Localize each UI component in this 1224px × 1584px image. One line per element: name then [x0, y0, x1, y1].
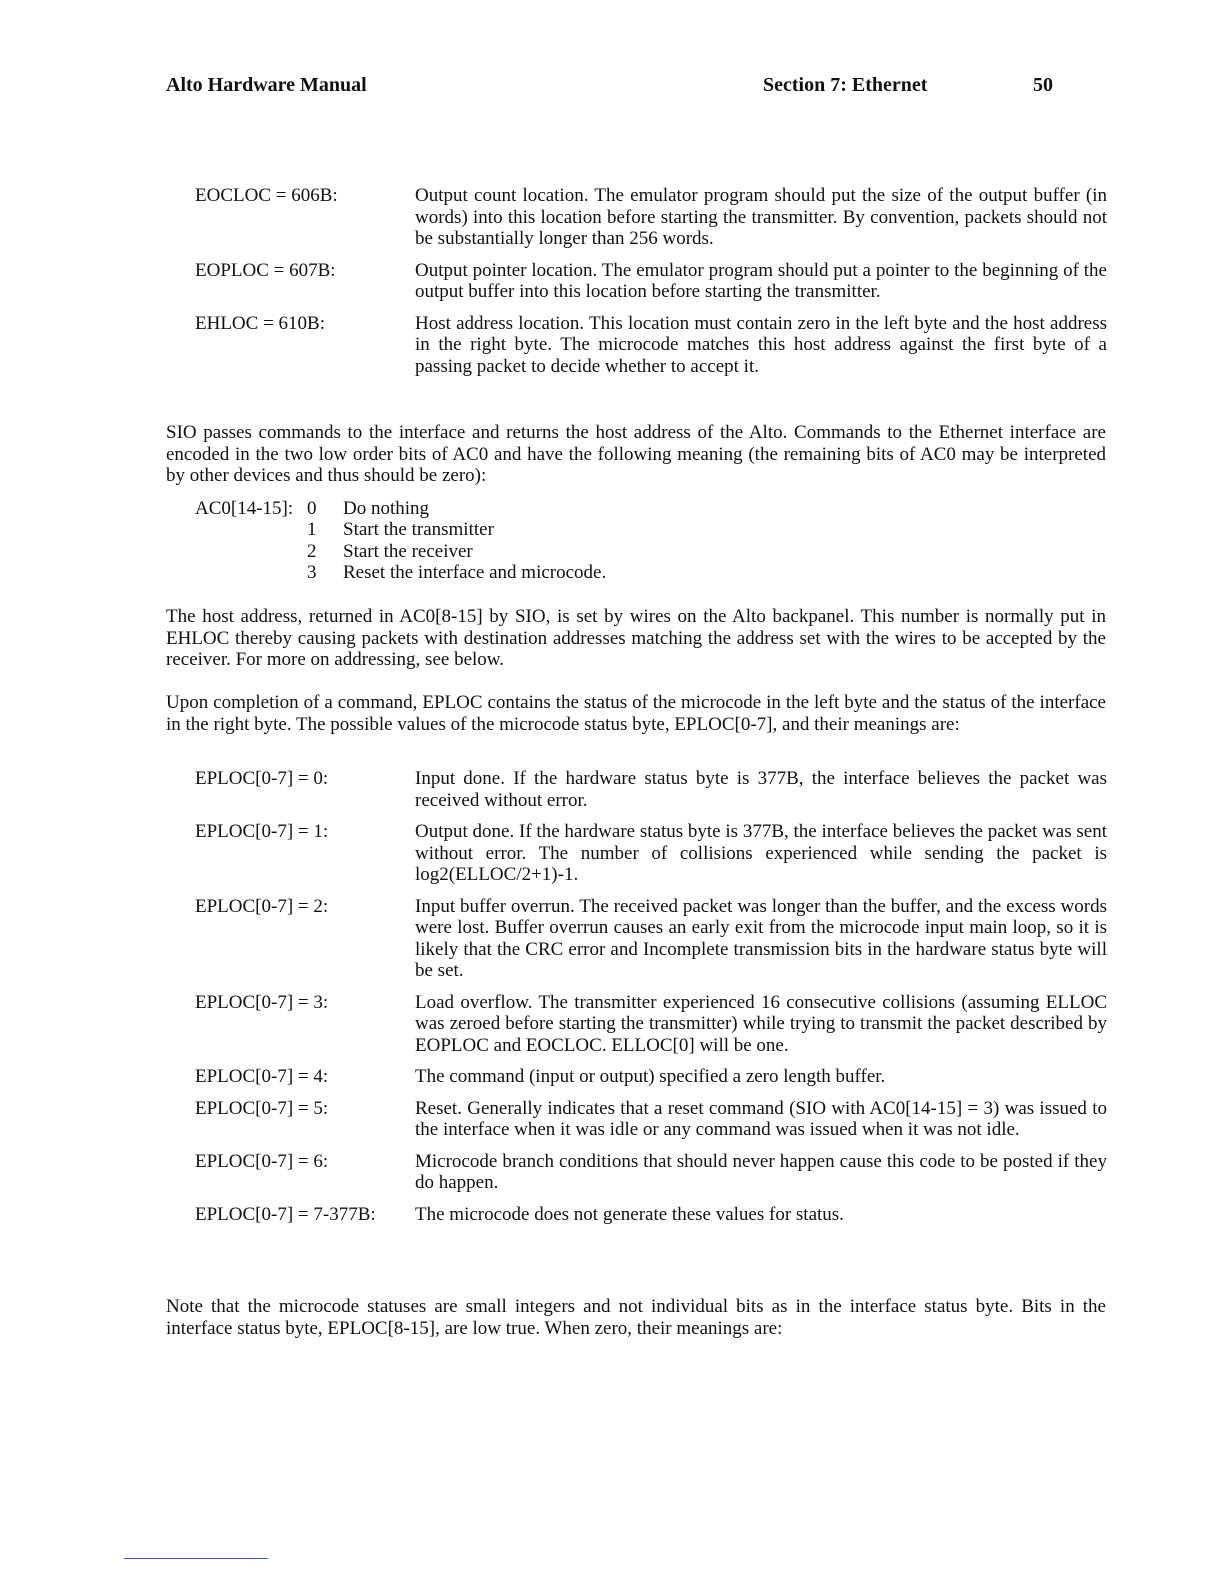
command-meaning: Do nothing — [343, 498, 430, 519]
location-def-ehloc — [195, 313, 1107, 378]
def-description: Output count location. The emulator program should put the size of the output buffer (in words) into this location before starting the transmitter. By convention, packets should not be substantially longer than 256 words. — [415, 185, 1107, 249]
def-description: Input buffer overrun. The received packet was longer than the buffer, and the excess words were lost. Buffer overrun causes an early exit from the microcode input main loop, so it is likely that the CRC error and Incomplete transmission bits in the hardware status byte will be set. — [415, 895, 1107, 981]
command-row — [195, 498, 606, 519]
def-term: EOPLOC = 607B: — [195, 259, 336, 281]
status-def-0 — [195, 768, 1107, 811]
paragraph-command-completion: Upon completion of a command, EPLOC contains the status of the microcode in the left byte and the status of the interface in the right byte. The possible values of the microcode status byte, EPLOC[0-7], and their meanings are: — [166, 692, 1106, 735]
command-table — [195, 498, 606, 583]
status-def-3 — [195, 992, 1107, 1057]
def-description: Host address location. This location must contain zero in the left byte and the host address in the right byte. The microcode matches this host address against the first byte of a passing packet to decide whether to accept it. — [415, 312, 1107, 377]
def-description: Output pointer location. The emulator program should put a pointer to the beginning of the output buffer into this location before starting the transmitter. — [415, 259, 1107, 302]
def-term: EPLOC[0-7] = 7-377B: — [195, 1203, 376, 1225]
def-term: EPLOC[0-7] = 5: — [195, 1097, 329, 1119]
running-header-section: Section 7: Ethernet — [763, 74, 928, 96]
def-description: The microcode does not generate these values for status. — [415, 1203, 844, 1225]
location-definitions — [195, 185, 1107, 387]
command-code: 2 — [307, 540, 317, 562]
def-description: Input done. If the hardware status byte is 377B, the interface believes the packet was received without error. — [415, 768, 1107, 811]
status-def-4 — [195, 1066, 1107, 1088]
command-code: 1 — [307, 519, 317, 541]
command-row — [195, 541, 606, 562]
def-term: EOCLOC = 606B: — [195, 185, 338, 206]
def-description: Microcode branch conditions that should never happen cause this code to be posted if they do happen. — [415, 1150, 1107, 1193]
def-term: EPLOC[0-7] = 6: — [195, 1150, 329, 1172]
status-def-6 — [195, 1151, 1107, 1194]
def-term: EPLOC[0-7] = 4: — [195, 1066, 329, 1087]
def-term: EHLOC = 610B: — [195, 312, 325, 334]
paragraph-sio-commands: SIO passes commands to the interface and returns the host address of the Alto. Commands to the Ethernet interface are encoded in the two low order bits of AC0 and have the following meaning (the remaining bits of AC0 may be interpreted by other devices and thus should be zero): — [166, 422, 1106, 486]
def-term: EPLOC[0-7] = 3: — [195, 991, 329, 1013]
def-description: Output done. If the hardware status byte is 377B, the interface believes the packet was sent without error. The number of collisions experienced while sending the packet is log2(ELLOC/2+1)-1. — [415, 821, 1107, 885]
command-meaning: Start the transmitter — [343, 519, 494, 541]
status-def-2 — [195, 896, 1107, 982]
def-term: EPLOC[0-7] = 1: — [195, 821, 329, 842]
status-def-5 — [195, 1098, 1107, 1141]
def-description: Load overflow. The transmitter experienced 16 consecutive collisions (assuming ELLOC was zeroed before starting the transmitter) while trying to transmit the packet described by EOPLOC and EOCLOC. ELLOC[0] will be one. — [415, 991, 1107, 1056]
command-field-label: AC0[14-15]: — [195, 498, 294, 519]
paragraph-host-address: The host address, returned in AC0[8-15] by SIO, is set by wires on the Alto backpanel. This number is normally put in EHLOC thereby causing packets with destination addresses matching the address set with the wires to be accepted by the receiver. For more on addressing, see below. — [166, 606, 1106, 670]
location-def-eocloc — [195, 185, 1107, 250]
page-number: 50 — [1033, 74, 1053, 96]
def-description: Reset. Generally indicates that a reset command (SIO with AC0[14-15] = 3) was issued to the interface when it was idle or any command was issued when it was not idle. — [415, 1097, 1107, 1140]
footnote-rule — [124, 1558, 268, 1559]
def-description: The command (input or output) specified a zero length buffer. — [415, 1066, 886, 1087]
command-meaning: Reset the interface and microcode. — [343, 561, 607, 583]
def-term: EPLOC[0-7] = 0: — [195, 768, 329, 789]
command-code: 0 — [307, 498, 317, 519]
status-def-7 — [195, 1204, 1107, 1226]
location-def-eoploc — [195, 260, 1107, 303]
paragraph-status-note: Note that the microcode statuses are small integers and not individual bits as in the interface status byte. Bits in the interface status byte, EPLOC[8-15], are low true. When zero, their meanings are: — [166, 1296, 1106, 1339]
command-row — [195, 562, 606, 583]
def-term: EPLOC[0-7] = 2: — [195, 895, 329, 917]
status-definitions — [195, 768, 1107, 1235]
command-meaning: Start the receiver — [343, 540, 473, 562]
running-header-title: Alto Hardware Manual — [166, 74, 367, 96]
command-row — [195, 519, 606, 540]
command-code: 3 — [307, 561, 317, 583]
status-def-1 — [195, 821, 1107, 886]
